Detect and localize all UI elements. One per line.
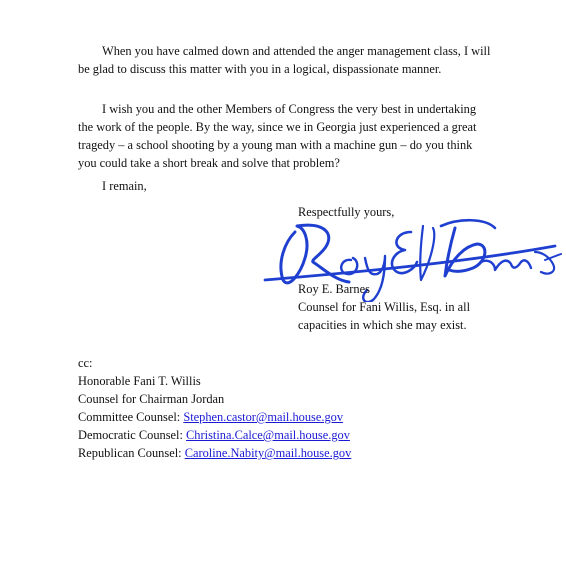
paragraph1-line-2: be glad to discuss this matter with you in a logical, dispassionate manner. [78,62,442,76]
democratic-counsel-label: Democratic Counsel: [78,428,187,442]
paragraph-anger-management [78,42,518,78]
closing-salutation: Respectfully yours, [298,205,395,219]
cc-committee-counsel [78,408,518,426]
signer-name: Roy E. Barnes [298,282,370,296]
i-remain-line: I remain, [102,179,147,193]
paragraph2-line-2: the work of the people. By the way, since we in Georgia just experienced a great [78,120,477,134]
signature-block [298,280,538,334]
cc-recipient-willis: Honorable Fani T. Willis [78,374,201,388]
cc-recipient-jordan-counsel: Counsel for Chairman Jordan [78,392,225,406]
paragraph-best-wishes [78,100,518,172]
republican-counsel-email-link[interactable]: Caroline.Nabity@mail.house.gov [184,446,352,460]
cc-republican-counsel [78,444,518,462]
committee-counsel-label: Committee Counsel: [78,410,184,424]
signer-title-line-1: Counsel for Fani Willis, Esq. in all [298,300,471,314]
paragraph2-line-3: tragedy – a school shooting by a young man with a machine gun – do you think [78,138,473,152]
paragraph1-line-1: When you have calmed down and attended the anger management class, I will [102,44,491,58]
cc-label: cc: [78,356,93,370]
cc-democratic-counsel [78,426,518,444]
signer-title-line-2: capacities in which she may exist. [298,318,467,332]
cc-list [78,354,518,462]
committee-counsel-email-link[interactable]: Stephen.castor@mail.house.gov [183,410,344,424]
democratic-counsel-email-link[interactable]: Christina.Calce@mail.house.gov [186,428,350,442]
paragraph2-line-1: I wish you and the other Members of Congress the very best in undertaking [102,102,477,116]
republican-counsel-label: Republican Counsel: [78,446,185,460]
paragraph2-line-4: you could take a short break and solve that problem? [78,156,340,170]
